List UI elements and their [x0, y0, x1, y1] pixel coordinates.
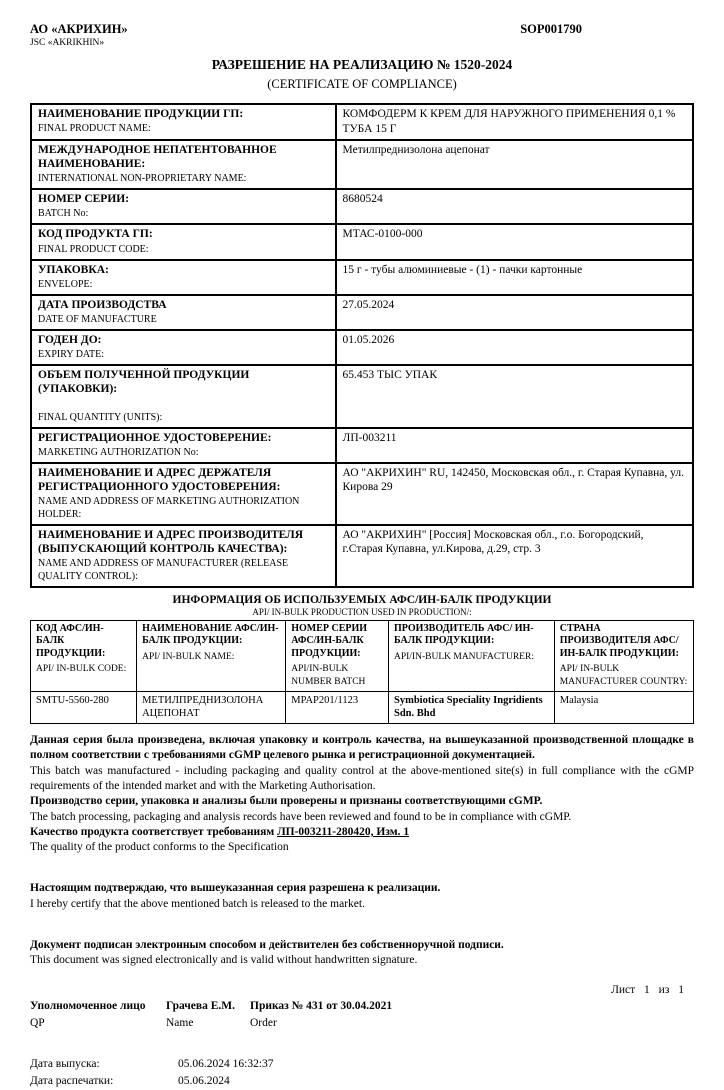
api-col-code — [31, 620, 137, 691]
product-info-table — [30, 103, 694, 588]
row-final-quantity — [31, 365, 693, 428]
issue-date-label: Дата выпуска: — [30, 1057, 100, 1070]
api-cell-country: Malaysia — [554, 691, 693, 723]
api-col-country-ru: СТРАНА ПРОИЗВОДИТЕЛЯ АФС/ ИН-БАЛК ПРОДУКЦИИ: — [559, 622, 679, 659]
label-ru: НОМЕР СЕРИИ: — [38, 193, 130, 206]
value-final-quantity: 65.453 ТЫС УПАК — [336, 365, 693, 428]
row-manufacturer — [31, 525, 693, 587]
label-ru: НАИМЕНОВАНИЕ И АДРЕС ДЕРЖАТЕЛЯ РЕГИСТРАЦИОННОГО УДОСТОВЕРЕНИЯ: — [38, 466, 281, 493]
issue-date-value: 05.06.2024 16:32:37 — [178, 1057, 274, 1070]
statement-electronic-ru: Документ подписан электронным способом и действителен без собственноручной подписи. — [30, 938, 504, 951]
row-product-code — [31, 224, 693, 259]
document-title-ru: РАЗРЕШЕНИЕ НА РЕАЛИЗАЦИЮ № 1520-2024 — [211, 57, 513, 72]
label-en: INTERNATIONAL NON-PROPRIETARY NAME: — [38, 173, 247, 185]
statement-electronic-en: This document was signed electronically and is valid without handwritten signature. — [30, 954, 418, 967]
label-ru: КОД ПРОДУКТА ГП: — [38, 228, 153, 241]
label-cell — [31, 365, 336, 428]
label-ru: ОБЪЕМ ПОЛУЧЕННОЙ ПРОДУКЦИИ (УПАКОВКИ): — [38, 368, 250, 395]
row-package — [31, 260, 693, 295]
label-cell — [31, 330, 336, 365]
label-cell — [31, 224, 336, 259]
label-cell — [31, 525, 336, 587]
api-col-manufacturer — [389, 620, 555, 691]
statement-reviewed-en: The batch processing, packaging and analysis records have been reviewed and found to be in compliance with cGMP. — [30, 810, 572, 823]
statement-quality-reference: ЛП-003211-280420, Изм. 1 — [277, 825, 410, 838]
print-date-label: Дата распечатки: — [30, 1075, 114, 1088]
statement-quality-ru — [30, 825, 694, 840]
api-col-batch — [286, 620, 389, 691]
label-ru: ДАТА ПРОИЗВОДСТВА — [38, 298, 167, 311]
api-cell-name: МЕТИЛПРЕДНИЗОЛОНА АЦЕПОНАТ — [137, 691, 286, 723]
api-data-row — [31, 691, 694, 723]
row-batch-no — [31, 189, 693, 224]
sheet-number: Лист 1 из 1 — [611, 984, 684, 996]
row-marketing-authorization — [31, 428, 693, 463]
value-product-code: МТАС-0100-000 — [336, 224, 693, 259]
company-name-en: JSC «AKRIKHIN» — [30, 38, 105, 48]
label-cell — [31, 140, 336, 189]
label-en: FINAL QUANTITY (UNITS): — [38, 411, 163, 423]
label-en: ENVELOPE: — [38, 278, 93, 290]
label-ru: НАИМЕНОВАНИЕ И АДРЕС ПРОИЗВОДИТЕЛЯ (ВЫПУСКАЮЩИЙ КОНТРОЛЬ КАЧЕСТВА): — [38, 528, 304, 555]
document-title-en: (CERTIFICATE OF COMPLIANCE) — [267, 77, 457, 91]
label-ru: РЕГИСТРАЦИОННОЕ УДОСТОВЕРЕНИЕ: — [38, 431, 272, 444]
label-en: NAME AND ADDRESS OF MARKETING AUTHORIZATION HOLDER: — [38, 495, 300, 520]
api-col-batch-ru: НОМЕР СЕРИИ АФС/ИН-БАЛК ПРОДУКЦИИ: — [291, 622, 368, 659]
signature-role-en: QP — [30, 1017, 45, 1030]
api-header-row — [31, 620, 694, 691]
signature-name-label: Name — [166, 1017, 194, 1030]
signature-sublabels — [30, 1015, 694, 1032]
statement-quality-en: The quality of the product conforms to the Specification — [30, 841, 289, 854]
api-col-country — [554, 620, 693, 691]
signature-line — [30, 998, 694, 1015]
api-cell-batch: MPAP201/1123 — [286, 691, 389, 723]
value-manufacture-date: 27.05.2024 — [336, 295, 693, 330]
label-cell — [31, 463, 336, 525]
statement-release-en: I hereby certify that the above mentioned batch is released to the market. — [30, 897, 365, 910]
value-final-product-name: КОМФОДЕРМ К КРЕМ ДЛЯ НАРУЖНОГО ПРИМЕНЕНИЯ 0,1 % ТУБА 15 Г — [336, 104, 693, 140]
api-col-code-ru: КОД АФС/ИН-БАЛК ПРОДУКЦИИ: — [36, 622, 106, 659]
api-col-name-ru: НАИМЕНОВАНИЕ АФС/ИН-БАЛК ПРОДУКЦИИ: — [142, 622, 279, 647]
company-name-ru: АО «АКРИХИН» — [30, 22, 128, 36]
label-en: EXPIRY DATE: — [38, 348, 105, 360]
api-col-manufacturer-ru: ПРОИЗВОДИТЕЛЬ АФС/ ИН-БАЛК ПРОДУКЦИИ: — [394, 622, 534, 647]
label-cell — [31, 428, 336, 463]
label-en: DATE OF MANUFACTURE — [38, 313, 157, 325]
label-ru: НАИМЕНОВАНИЕ ПРОДУКЦИИ ГП: — [38, 108, 244, 120]
signature-order-label: Order — [250, 1017, 277, 1030]
statement-quality-prefix: Качество продукта соответствует требованиям — [30, 825, 278, 838]
signature-block — [30, 998, 694, 1031]
label-ru: УПАКОВКА: — [38, 263, 109, 276]
row-final-product-name — [31, 104, 693, 140]
label-en: BATCH No: — [38, 208, 89, 220]
print-date-row — [30, 1073, 694, 1090]
document-header — [30, 22, 694, 48]
statement-manufactured-ru: Данная серия была произведена, включая упаковку и контроль качества, на вышеуказанной производственной площадке в полном соответствии с требованиями cGMP целевого рынка и регистрационной документацией. — [30, 734, 694, 762]
row-manufacture-date — [31, 295, 693, 330]
api-cell-code: SMTU-5560-280 — [31, 691, 137, 723]
value-manufacturer: АО "АКРИХИН" [Россия] Московская обл., г.о. Богородский, г.Старая Купавна, ул.Кирова, д.29, стр. 3 — [336, 525, 693, 587]
row-inn-name — [31, 140, 693, 189]
label-en: FINAL PRODUCT CODE: — [38, 243, 149, 255]
label-en: FINAL PRODUCT NAME: — [38, 123, 151, 135]
label-cell — [31, 189, 336, 224]
value-marketing-authorization: ЛП-003211 — [336, 428, 693, 463]
api-cell-manufacturer: Symbiotica Speciality Ingridients Sdn. Bhd — [389, 691, 555, 723]
row-ma-holder — [31, 463, 693, 525]
api-col-code-en: API/ IN-BULK CODE: — [36, 664, 127, 675]
statements-block — [30, 733, 694, 968]
value-expiry-date: 01.05.2026 — [336, 330, 693, 365]
company-block — [30, 22, 128, 48]
value-ma-holder: АО "АКРИХИН" RU, 142450, Московская обл., г. Старая Купавна, ул. Кирова 29 — [336, 463, 693, 525]
signature-role-ru: Уполномоченное лицо — [30, 1000, 146, 1013]
statement-release-ru: Настоящим подтверждаю, что вышеуказанная серия разрешена к реализации. — [30, 882, 441, 895]
label-cell — [31, 295, 336, 330]
row-expiry-date — [31, 330, 693, 365]
api-section-title-en: API/ IN-BULK PRODUCTION USED IN PRODUCTION/: — [252, 606, 472, 617]
api-col-country-en: API/ IN-BULK MANUFACTURER COUNTRY: — [559, 664, 688, 687]
sop-code: SOP001790 — [520, 22, 582, 36]
issue-date-row — [30, 1056, 694, 1073]
value-batch-no: 8680524 — [336, 189, 693, 224]
statement-reviewed-ru: Производство серии, упаковка и анализы были проверены и признаны соответствующими cGMP. — [30, 795, 543, 808]
signature-order: Приказ № 431 от 30.04.2021 — [250, 1000, 393, 1013]
label-en: NAME AND ADDRESS OF MANUFACTURER (RELEASE QUALITY CONTROL): — [38, 557, 289, 582]
api-col-name-en: API/ IN-BULK NAME: — [142, 651, 235, 662]
api-col-name — [137, 620, 286, 691]
value-inn-name: Метилпреднизолона ацепонат — [336, 140, 693, 189]
label-cell — [31, 104, 336, 140]
label-en: MARKETING AUTHORIZATION No: — [38, 446, 199, 458]
value-package: 15 г - тубы алюминиевые - (1) - пачки картонные — [336, 260, 693, 295]
label-ru: ГОДЕН ДО: — [38, 333, 102, 346]
signature-person-name: Грачева Е.М. — [166, 1000, 235, 1013]
api-col-manufacturer-en: API/IN-BULK MANUFACTURER: — [394, 651, 534, 662]
statement-manufactured-en: This batch was manufactured - including packaging and quality control at the above-mentioned site(s) in full compliance with the cGMP requirements of the intended market and with the Marketing Authorisation. — [30, 764, 694, 792]
label-cell — [31, 260, 336, 295]
api-section-title-ru: ИНФОРМАЦИЯ ОБ ИСПОЛЬЗУЕМЫХ АФС/ИН-БАЛК ПРОДУКЦИИ — [172, 593, 552, 606]
print-date-value: 05.06.2024 — [178, 1075, 230, 1088]
dates-block — [30, 1056, 694, 1090]
label-ru: МЕЖДУНАРОДНОЕ НЕПАТЕНТОВАННОЕ НАИМЕНОВАНИЕ: — [38, 144, 277, 171]
api-col-batch-en: API/IN-BULK NUMBER BATCH — [291, 664, 366, 687]
api-table — [30, 620, 694, 724]
